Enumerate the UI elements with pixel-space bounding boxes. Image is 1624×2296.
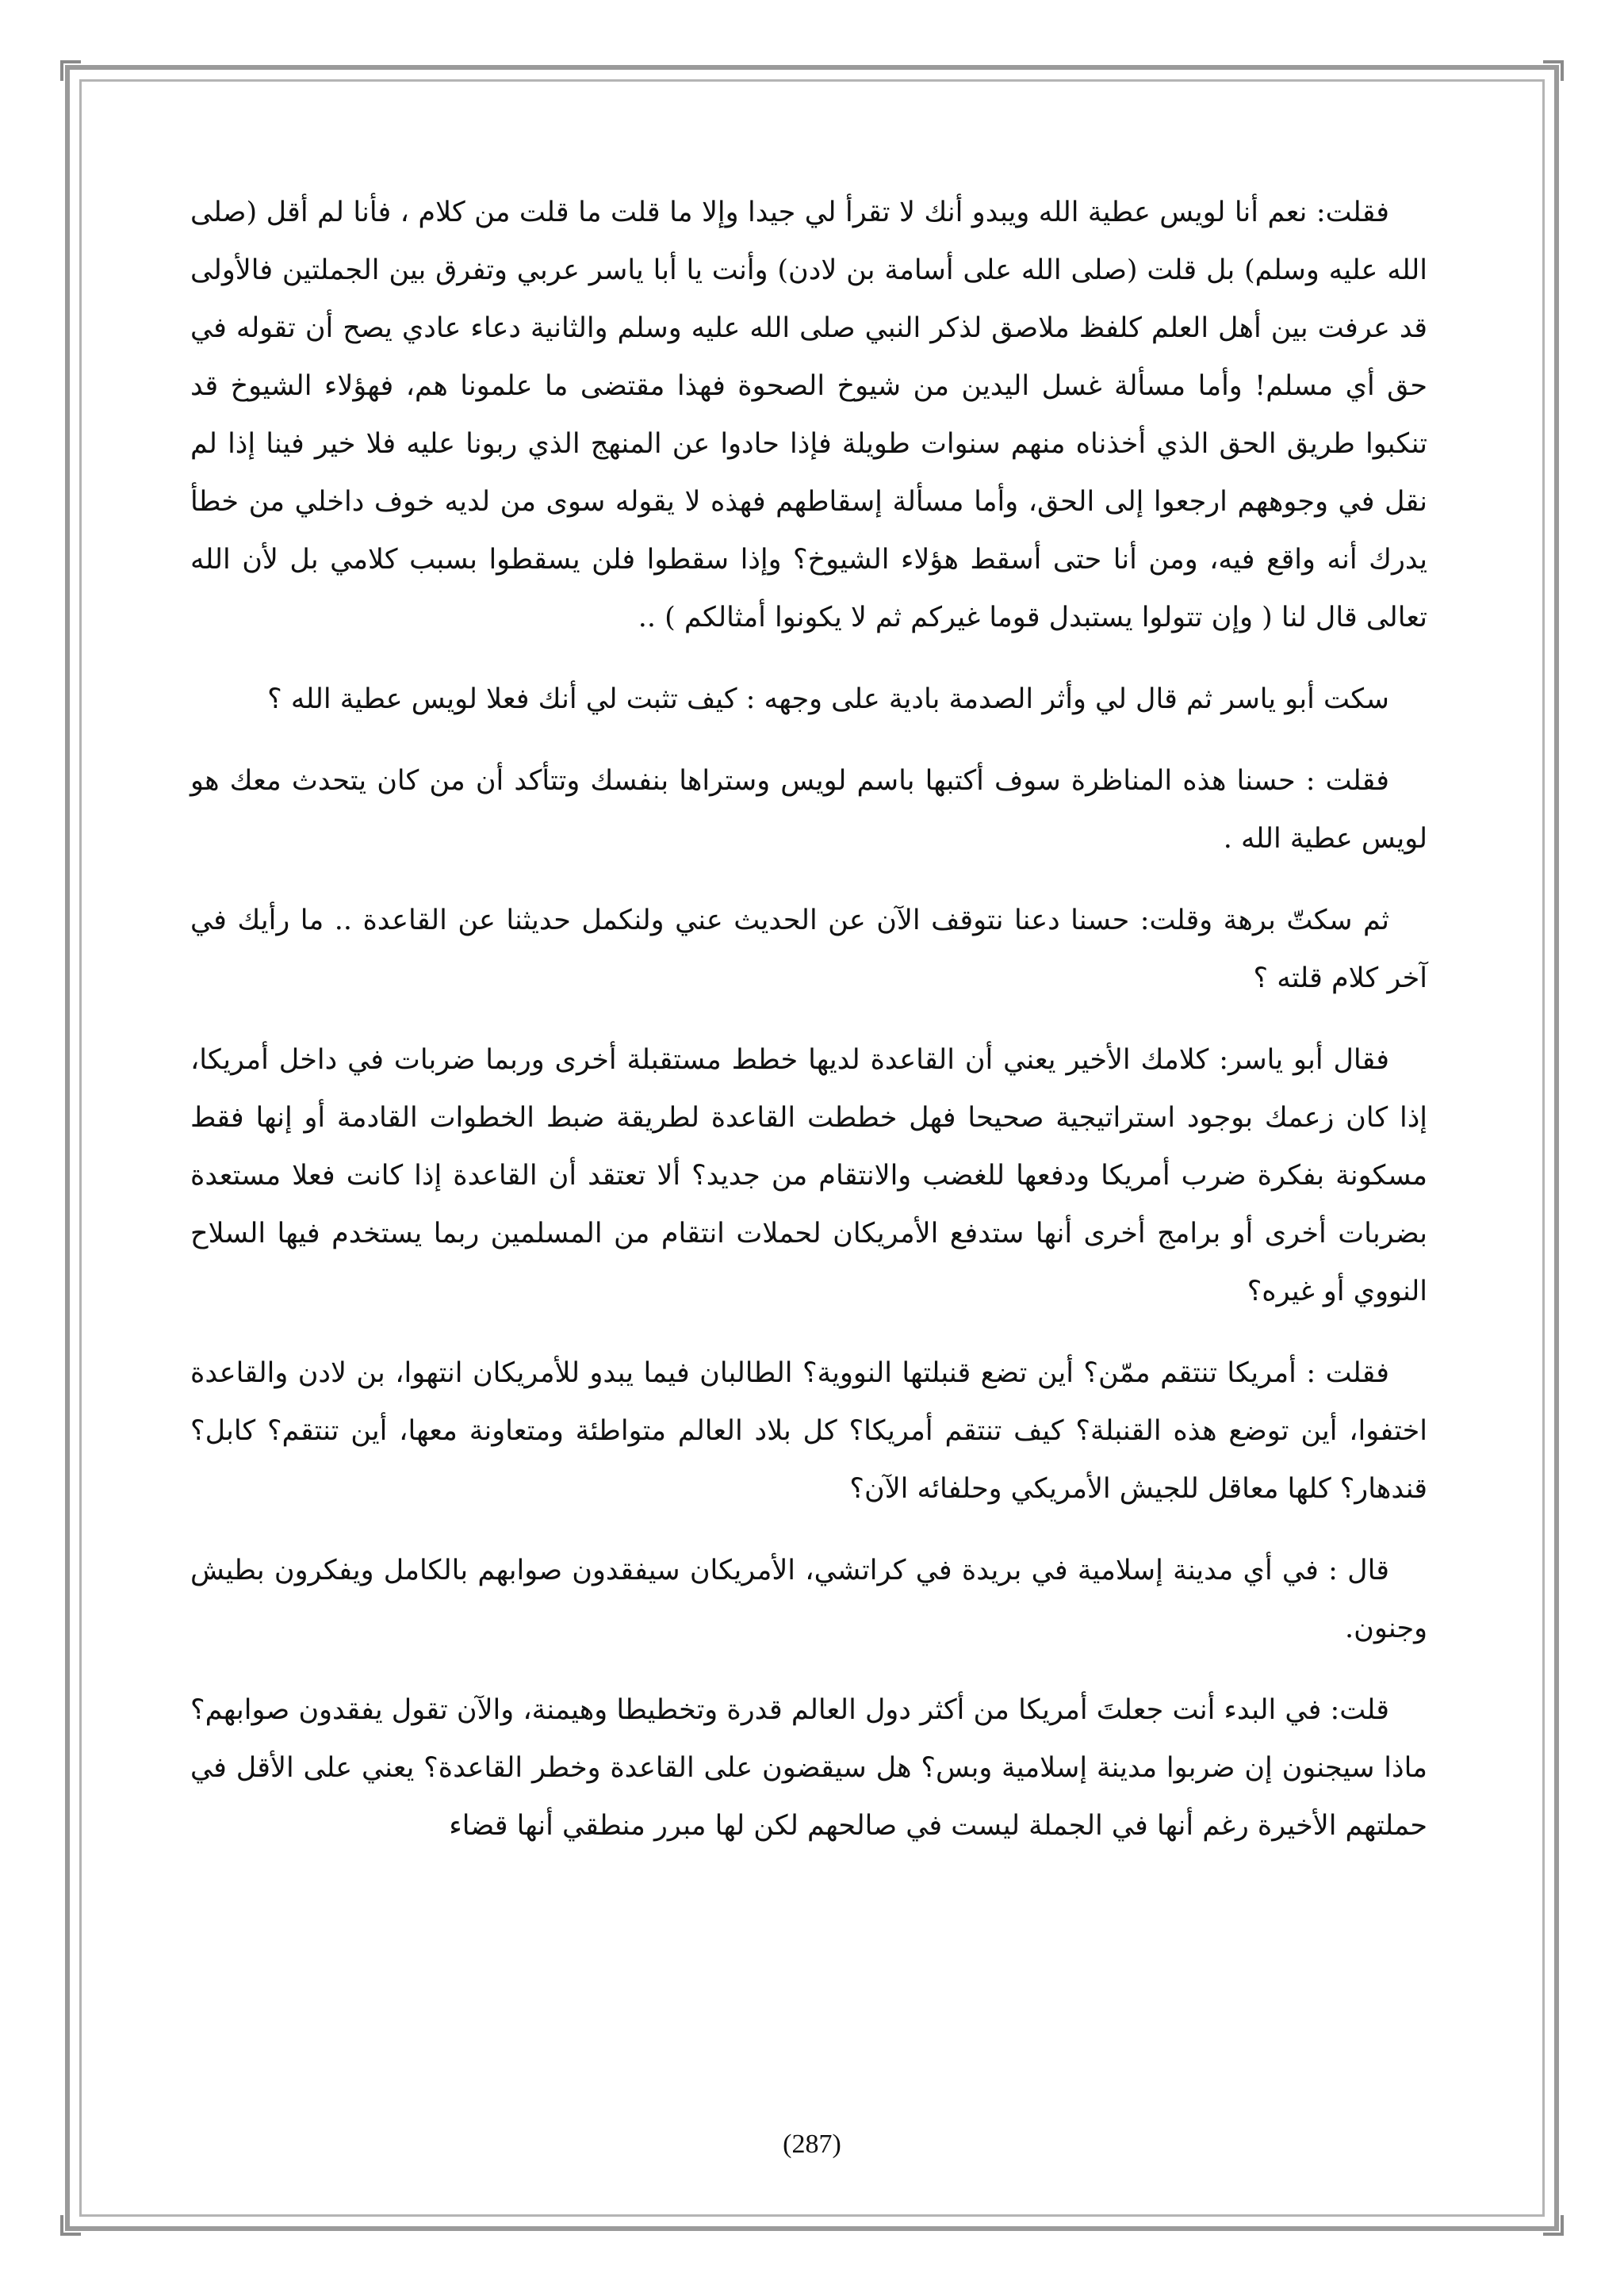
- border-corner-bottom-left: [60, 2215, 81, 2236]
- paragraph: قال : في أي مدينة إسلامية في بريدة في كراتشي، الأمريكان سيفقدون صوابهم بالكامل ويفكرون بطيش وجنون.: [190, 1555, 1427, 1644]
- paragraph: فقلت: نعم أنا لويس عطية الله ويبدو أنك لا تقرأ لي جيدا وإلا ما قلت ما قلت من كلام ، فأنا لم أقل (صلى الله عليه وسلم) بل قلت (صلى الله على أسامة بن لادن) وأنت يا أبا ياسر عربي وتفرق بين الجملتين فالأولى قد عرفت بين أهل العلم كلفظ ملاصق لذكر النبي صلى الله عليه وسلم والثانية دعاء عادي يصح أن تقوله في حق أي مسلم! وأما مسألة غسل اليدين من شيوخ الصحوة فهذا مقتضى ما علمونا هم، فهؤلاء الشيوخ قد تنكبوا طريق الحق الذي أخذناه منهم سنوات طويلة فإذا حادوا عن المنهج الذي ربونا عليه فلا خير فينا إذا لم نقل في وجوههم ارجعوا إلى الحق، وأما مسألة إسقاطهم فهذه لا يقوله سوى من لديه خوف داخلي من خطأ يدرك أنه واقع فيه، ومن أنا حتى أسقط هؤلاء الشيوخ؟ وإذا سقطوا فلن يسقطوا بسبب كلامي بل لأن الله تعالى قال لنا ( وإن تتولوا يستبدل قوما غيركم ثم لا يكونوا أمثالكم ) ..: [190, 197, 1427, 633]
- border-corner-bottom-right: [1543, 2215, 1564, 2236]
- page-number: (287): [783, 2130, 841, 2159]
- paragraph: ثم سكتّ برهة وقلت: حسنا دعنا نتوقف الآن عن الحديث عني ولنكمل حديثنا عن القاعدة .. ما رأيك في آخر كلام قلته ؟: [190, 905, 1427, 994]
- border-corner-top-left: [60, 60, 81, 81]
- paragraph: فقلت : حسنا هذه المناظرة سوف أكتبها باسم لويس وستراها بنفسك وتتأكد أن من كان يتحدث معك هو لويس عطية الله .: [190, 765, 1427, 855]
- paragraph: قلت: في البدء أنت جعلتَ أمريكا من أكثر دول العالم قدرة وتخطيطا وهيمنة، والآن تقول يفقدون صوابهم؟ ماذا سيجنون إن ضربوا مدينة إسلامية وبس؟ هل سيقضون على القاعدة وخطر القاعدة؟ يعني على الأقل في حملتهم الأخيرة رغم أنها في الجملة ليست في صالحهم لكن لها مبرر منطقي أنها قضاء: [190, 1694, 1427, 1842]
- paragraph: فقال أبو ياسر: كلامك الأخير يعني أن القاعدة لديها خطط مستقبلة أخرى وربما ضربات في داخل أمريكا، إذا كان زعمك بوجود استراتيجية صحيحا فهل خططت القاعدة لطريقة ضبط الخطوات القادمة أو إنها فقط مسكونة بفكرة ضرب أمريكا ودفعها للغضب والانتقام من جديد؟ ألا تعتقد أن القاعدة إذا كانت فعلا مستعدة بضربات أخرى أو برامج أخرى أنها ستدفع الأمريكان لحملات انتقام من المسلمين ربما يستخدم فيها السلاح النووي أو غيره؟: [190, 1044, 1427, 1307]
- paragraph: فقلت : أمريكا تنتقم ممّن؟ أين تضع قنبلتها النووية؟ الطالبان فيما يبدو للأمريكان انتهوا، بن لادن والقاعدة اختفوا، أين توضع هذه القنبلة؟ كيف تنتقم أمريكا؟ كل بلاد العالم متواطئة ومتعاونة معها، أين تنتقم؟ كابل؟ قندهار؟ كلها معاقل للجيش الأمريكي وحلفائه الآن؟: [190, 1357, 1427, 1505]
- border-corner-top-right: [1543, 60, 1564, 81]
- paragraph: سكت أبو ياسر ثم قال لي وأثر الصدمة بادية على وجهه : كيف تثبت لي أنك فعلا لويس عطية الله ؟: [267, 683, 1389, 715]
- document-body: [190, 184, 1427, 1879]
